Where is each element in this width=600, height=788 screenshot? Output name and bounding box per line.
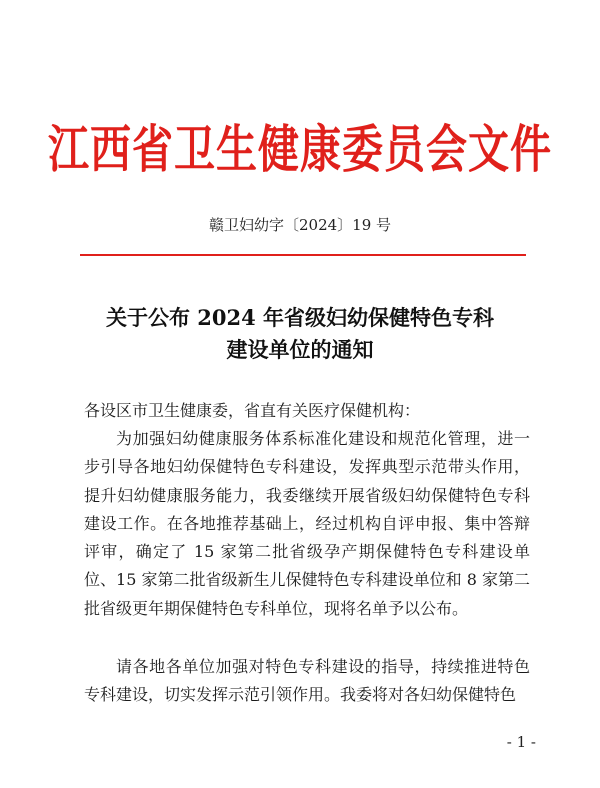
document-number: 赣卫妇幼字〔2024〕19 号	[208, 216, 392, 234]
issuer-title: 江西省卫生健康委员会文件	[48, 119, 552, 180]
body-paragraph-1	[84, 425, 530, 623]
red-divider	[80, 254, 526, 256]
salutation: 各设区市卫生健康委，省直有关医疗保健机构：	[84, 401, 421, 420]
paragraph-1-text: 为加强妇幼健康服务体系标准化建设和规范化管理，进一步引导各地妇幼保健特色专科建设，发挥典型示范带头作用，提升妇幼健康服务能力，我委继续开展省级妇幼保健特色专科建设工作。在各地推荐基础上，经过机构自评申报、集中答辩评审，确定了 15 家第二批省级孕产期保健特色专科建设单位、15 家第二批省级新生儿保健特色专科建设单位和 8 家第二批省级更年期保健特色专科单位，现将名单予以公布。	[84, 429, 530, 618]
body-paragraph-2	[84, 653, 530, 710]
notice-title-line-2: 建设单位的通知	[226, 337, 374, 362]
paragraph-2-text: 请各地各单位加强对特色专科建设的指导，持续推进特色专科建设，切实发挥示范引领作用。我委将对各妇幼保健特色	[84, 657, 530, 705]
page-number: - 1 -	[506, 733, 536, 751]
notice-title-line-1: 关于公布 2024 年省级妇幼保健特色专科	[105, 305, 495, 330]
